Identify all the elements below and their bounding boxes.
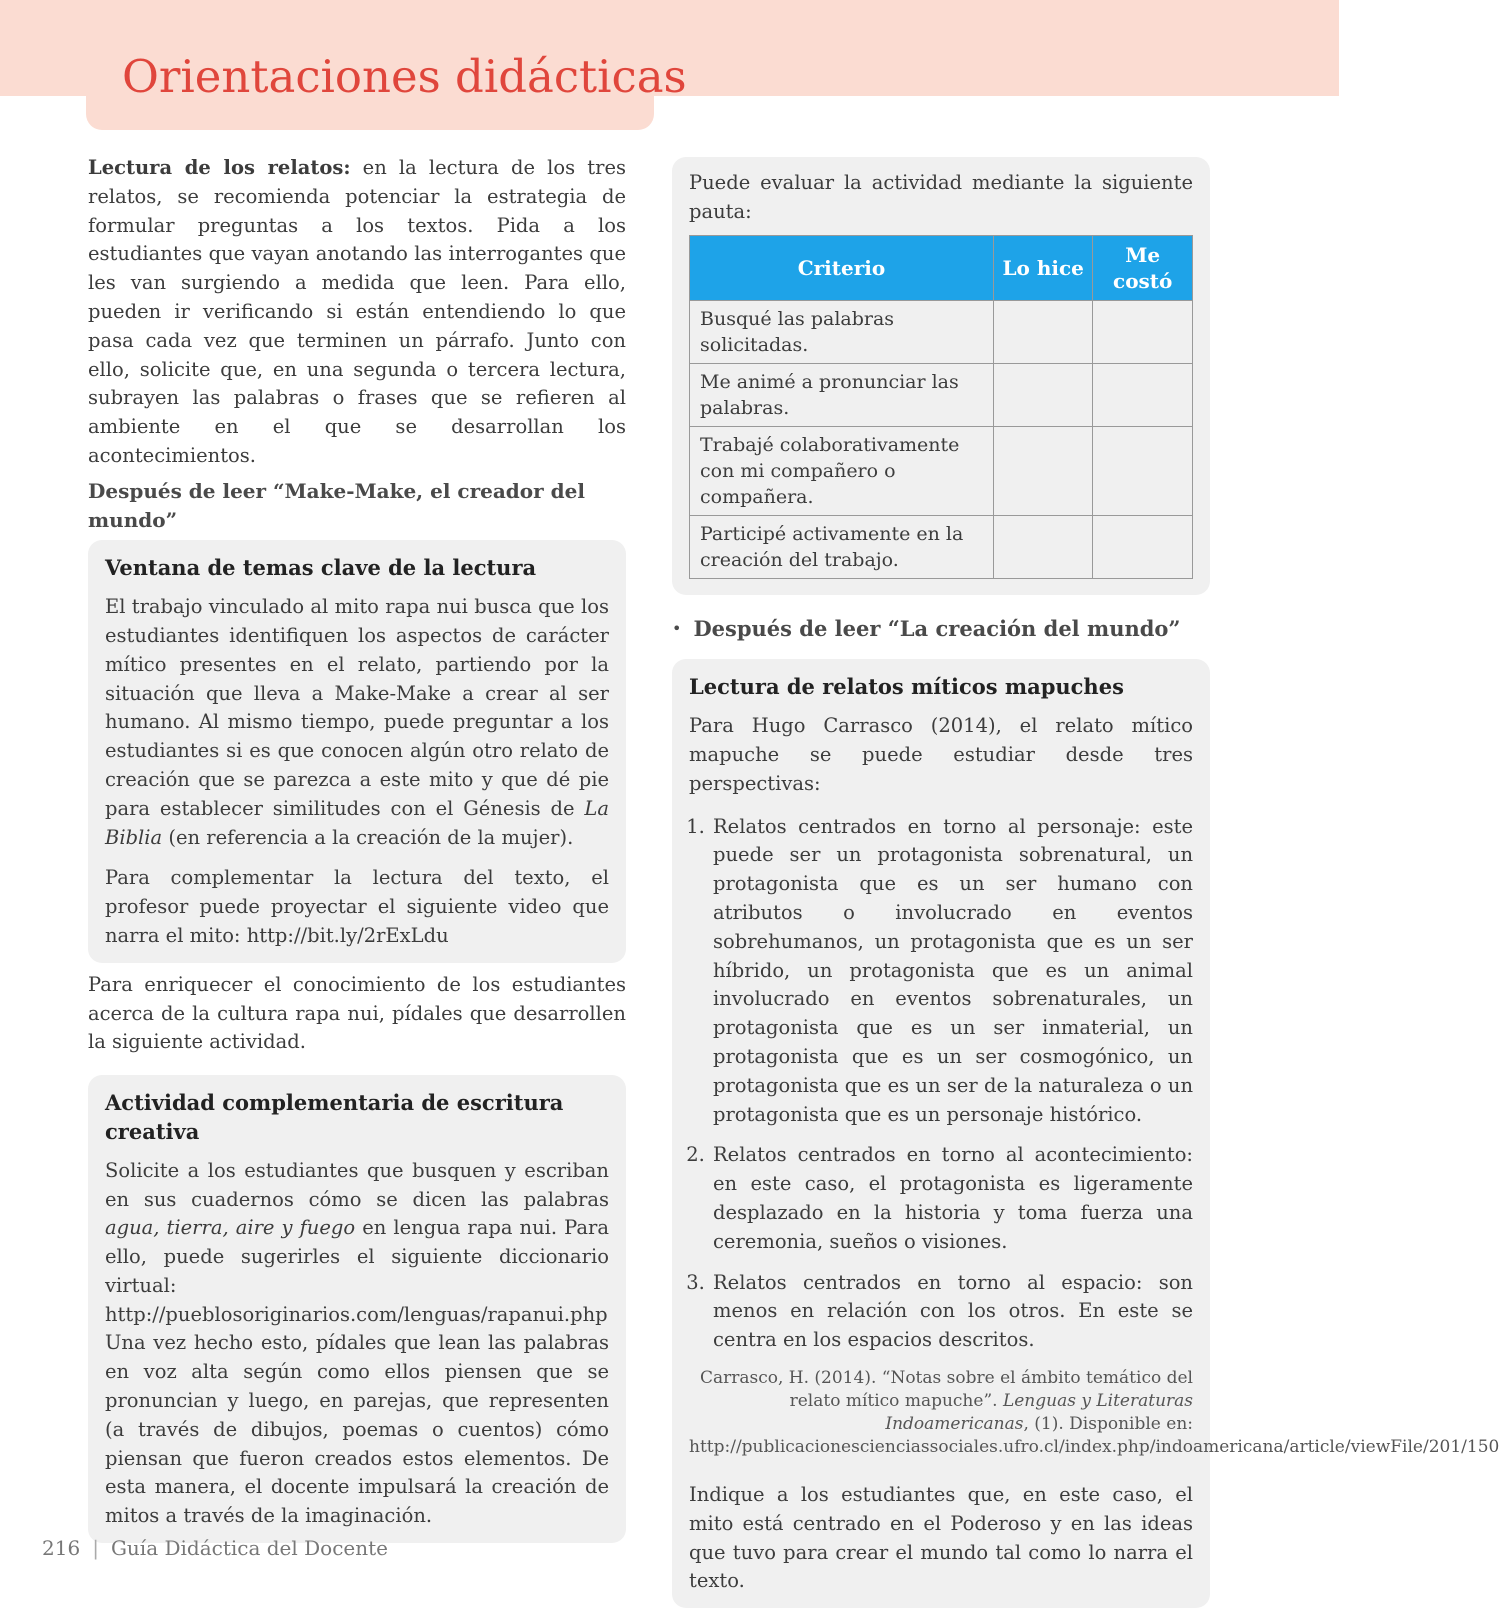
evaluation-intro: Puede evaluar la actividad mediante la siguiente pauta: <box>689 171 1193 223</box>
table-row <box>690 300 1193 363</box>
mapuche-myths-title: Lectura de relatos míticos mapuches <box>689 674 1124 700</box>
key-topics-text-a: El trabajo vinculado al mito rapa nui busca que los estudiantes identifiquen los aspectos de carácter mítico presentes en el relato, partiendo por la situación que lleva a Make-Make a crear al ser humano. Al mismo tiempo, puede preguntar a los estudiantes si es que conocen algún otro relato de creación que se parezca a este mito y que dé pie para establecer similitudes con el Génesis de <box>105 595 609 820</box>
criterion-cell: Me animé a pronunciar las palabras. <box>690 363 994 426</box>
creative-writing-text-a: Solicite a los estudiantes que busquen y escriban en sus cuadernos cómo se dicen las palabras <box>105 1158 609 1211</box>
me-costo-cell[interactable] <box>1093 300 1193 363</box>
creative-writing-paragraph <box>105 1157 609 1531</box>
key-topics-emphasis: La Biblia <box>105 796 609 849</box>
citation-text-a: Carrasco, H. (2014). “Notas sobre el ámbito temático del relato mítico mapuche”. <box>699 1367 1193 1411</box>
me-costo-cell[interactable] <box>1093 363 1193 426</box>
evaluation-table <box>689 235 1193 579</box>
creative-writing-emphasis: agua, tierra, aire y fuego <box>105 1216 356 1240</box>
criterion-cell: Trabajé colaborativamente con mi compañero o compañera. <box>690 426 994 515</box>
intro-paragraph <box>88 154 626 471</box>
lo-hice-cell[interactable] <box>993 426 1093 515</box>
mapuche-myths-box <box>672 659 1499 1608</box>
perspectives-list <box>689 813 1193 1355</box>
table-row <box>690 363 1193 426</box>
footer-separator: | <box>92 1536 99 1560</box>
header-lo-hice: Lo hice <box>993 235 1093 300</box>
enrich-paragraph: Para enriquecer el conocimiento de los estudiantes acerca de la cultura rapa nui, pídales que desarrollen la siguiente actividad. <box>88 972 626 1054</box>
list-item: 2. Relatos centrados en torno al acontecimiento: en este caso, el protagonista es ligeramente desplazado en la historia y toma fuerza una ceremonia, sueños o visiones. <box>711 1141 1193 1256</box>
table-header-row <box>690 235 1193 300</box>
lo-hice-cell[interactable] <box>993 300 1093 363</box>
intro-lead: Lectura de los relatos: <box>88 156 351 179</box>
table-row <box>690 515 1193 578</box>
header-criterio: Criterio <box>690 235 994 300</box>
right-column <box>672 157 1499 1608</box>
video-paragraph: Para complementar la lectura del texto, el profesor puede proyectar el siguiente video que narra el mito: http://bit.ly/2rExLdu <box>105 866 609 947</box>
evaluation-box <box>672 157 1210 595</box>
criterion-cell: Busqué las palabras solicitadas. <box>690 300 994 363</box>
closing-paragraph: Indique a los estudiantes que, en este caso, el mito está centrado en el Poderoso y en las ideas que tuvo para crear el mundo tal como lo narra el texto. <box>689 1482 1193 1593</box>
citation <box>689 1367 1499 1459</box>
me-costo-cell[interactable] <box>1093 515 1193 578</box>
key-topics-box <box>88 540 626 962</box>
guide-title: Guía Didáctica del Docente <box>110 1536 389 1560</box>
bullet-icon: • <box>672 618 682 638</box>
creative-writing-box <box>88 1075 626 1543</box>
list-item: 3. Relatos centrados en torno al espacio: son menos en relación con los otros. En este se centra en los espacios descritos. <box>711 1269 1193 1355</box>
mapuche-myths-intro: Para Hugo Carrasco (2014), el relato mítico mapuche se puede estudiar desde tres perspectivas: <box>689 714 1193 795</box>
page-title: Orientaciones didácticas <box>122 50 687 103</box>
subheading-creacion-text: Después de leer “La creación del mundo” <box>693 615 1181 641</box>
citation-journal: Lenguas y Literaturas Indoamericanas <box>885 1390 1193 1434</box>
list-item: 1. Relatos centrados en torno al personaje: este puede ser un protagonista sobrenatural, un protagonista que es un ser humano con atributos o involucrado en eventos sobrehumanos, un protagonista que es un ser híbrido, un protagonista que es un animal involucrado en eventos sobrenaturales, un protagonista que es un ser inmaterial, un protagonista que es un ser cosmogónico, un protagonista que es un ser de la naturaleza o un protagonista que es un personaje histórico. <box>711 813 1193 1130</box>
page-footer <box>42 1536 388 1560</box>
creative-writing-text-b: en lengua rapa nui. Para ello, puede sugerirles el siguiente diccionario virtual: http://pueblosoriginarios.com/lenguas/rapanui.php Una vez hecho esto, pídales que lean las palabras en voz alta según como ellos piensen que se pronuncian y luego, en parejas, que representen (a través de dibujos, poemas o cuentos) cómo piensan que fueron creados estos elementos. De esta manera, el docente impulsará la creación de mitos a través de la imaginación. <box>105 1216 609 1528</box>
criterion-cell: Participé activamente en la creación del trabajo. <box>690 515 994 578</box>
header-me-costo: Me costó <box>1093 235 1193 300</box>
lo-hice-cell[interactable] <box>993 515 1093 578</box>
table-row <box>690 426 1193 515</box>
me-costo-cell[interactable] <box>1093 426 1193 515</box>
subheading-creacion <box>672 615 1210 646</box>
key-topics-title: Ventana de temas clave de la lectura <box>105 555 537 581</box>
subheading-make-make: Después de leer “Make-Make, el creador del mundo” <box>88 478 585 532</box>
left-column <box>88 154 626 1543</box>
intro-text: en la lectura de los tres relatos, se recomienda potenciar la estrategia de formular preguntas a los textos. Pida a los estudiantes que vayan anotando las interrogantes que les van surgiendo a medida que leen. Para ello, pueden ir verificando si están entendiendo lo que pasa cada vez que terminen un párrafo. Junto con ello, solicite que, en una segunda o tercera lectura, subrayen las palabras o frases que se refieren al ambiente en el que se desarrollan los acontecimientos. <box>88 156 626 467</box>
key-topics-text-b: (en referencia a la creación de la mujer). <box>162 825 574 849</box>
creative-writing-title: Actividad complementaria de escritura creativa <box>105 1090 564 1144</box>
key-topics-paragraph <box>105 593 609 852</box>
page-number: 216 <box>42 1536 81 1560</box>
lo-hice-cell[interactable] <box>993 363 1093 426</box>
citation-text-b: , (1). Disponible en: http://publicacionescienciassociales.ufro.cl/index.php/indoamericana/article/viewFile/201/150 <box>689 1413 1499 1457</box>
